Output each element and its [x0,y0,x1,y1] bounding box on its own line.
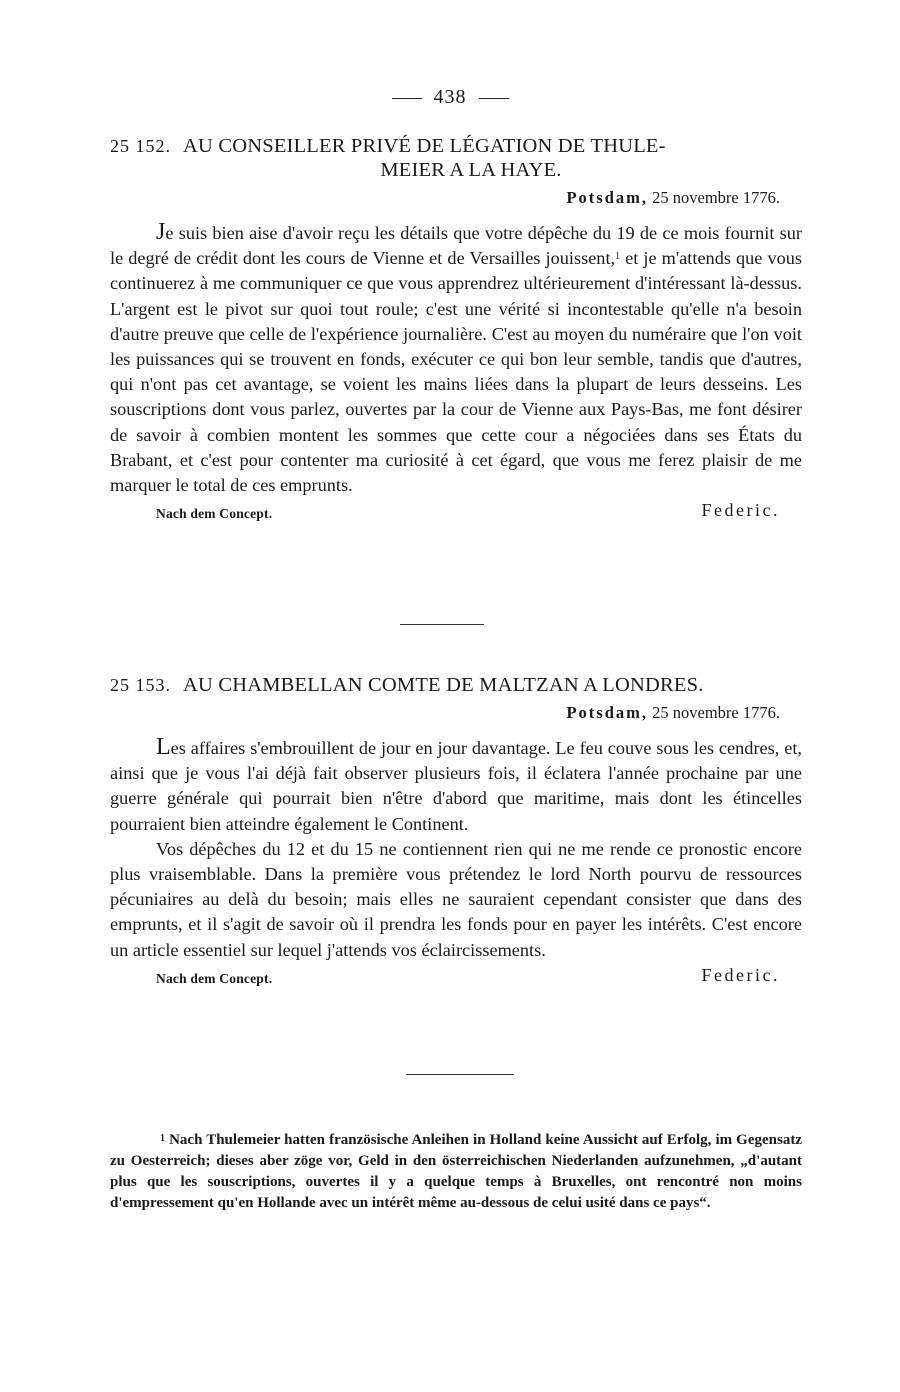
signature: Federic. [701,964,780,985]
letter-title-line1: AU CHAMBELLAN COMTE DE MALTZAN A LONDRES. [183,674,704,696]
letter-title-line1: AU CONSEILLER PRIVÉ DE LÉGATION DE THULE- [183,135,666,157]
signature: Federic. [701,500,780,521]
letter-paragraph [110,220,802,498]
paragraph-text: e suis bien aise d'avoir reçu les détails que votre dépêche du 19 de ce mois fournit sur le degré de crédit dont les cours de Vienne et de Versailles jouissent, [110,223,802,269]
paragraph-text: Vos dépêches du 12 et du 15 ne contiennent rien qui ne me rende ce pronostic encore plus vraisemblable. Dans la première vous prétendez le lord North pourvu de ressources pécuniaires au delà du besoin; mais elles ne sauraient cependant consister que dans des emprunts, et il s'agit de savoir où il prendra les fonds pour en payer les intérêts. C'est encore un article essentiel sur lequel j'attends vos éclaircissements. [110,838,802,960]
letter-heading [110,673,802,697]
letter-paragraph [110,735,802,837]
page-number-left-dash [392,98,422,99]
page-number [0,86,900,109]
letter-25152 [110,134,802,530]
footnote [110,1130,802,1214]
letter-body [110,735,802,963]
letter-place: Potsdam, [566,188,649,207]
footnote-marker: 1 [160,1133,165,1144]
footnote-text: Nach Thulemeier hatten französische Anleihen in Holland keine Aussicht auf Erfolg, im Gegensatz zu Oesterreich; dieses aber zöge vor, Geld in den österreichischen Niederlanden aufzunehmen, „d'autant plus que les souscriptions, ouvertes il y a quelque temps à Bruxelles, ont rencontré non moins d'empressement qu'en Hollande avec un intérêt même au-dessous de celui usité dans ce pays“. [110,1132,802,1211]
letter-heading [110,134,802,182]
page-number-value: 438 [433,86,467,108]
letter-place: Potsdam, [566,703,649,722]
concept-note: Nach dem Concept. [156,506,273,522]
letter-number: 25 152. [110,136,171,156]
letter-number: 25 153. [110,675,171,695]
letter-body [110,220,802,498]
drop-initial: J [156,219,166,245]
letter-date: 25 novembre 1776. [652,188,780,207]
letter-dateline [110,188,802,208]
drop-initial: L [156,734,171,760]
footnote-reference[interactable]: 1 [615,251,621,263]
section-divider [400,624,484,625]
letter-signoff [110,965,802,995]
page-number-right-dash [479,98,509,99]
concept-note: Nach dem Concept. [156,970,273,986]
letter-signoff [110,500,802,530]
letter-paragraph [110,837,802,963]
letter-date: 25 novembre 1776. [652,703,780,722]
paragraph-text: es affaires s'embrouillent de jour en jour davantage. Le feu couve sous les cendres, et, ainsi que je vous l'ai déjà fait observer plusieurs fois, il éclatera l'année prochaine par une guerre générale qui pourrait bien n'être d'abord que maritime, mais dont les étincelles pourraient bien atteindre également le Continent. [110,738,802,834]
letter-25153 [110,673,802,995]
letter-title-line2: MEIER A LA HAYE. [380,159,562,181]
letter-dateline [110,703,802,723]
paragraph-text-continued: et je m'attends que vous continuerez à me communiquer ce que vous apprendrez ultérieurement d'intéressant là-dessus. L'argent est le pivot sur quoi tout roule; c'est une vérité si incontestable qu'elle n'a besoin d'autre preuve que celle de l'expérience journalière. C'est au moyen du numéraire que l'on voit les puissances qui se trouvent en fonds, exécuter ce qui bon leur semble, tandis que d'autres, qui n'ont pas cet avantage, se voient les mains liées dans la plupart de leurs desseins. Les souscriptions dont vous parlez, ouvertes par la cour de Vienne aux Pays-Bas, me font désirer de savoir à combien montent les sommes que cette cour a négociées dans ses États du Brabant, et c'est pour contenter ma curiosité à cet égard, que vous me ferez plaisir de me marquer le total de ces emprunts. [110,248,802,496]
footnote-paragraph [110,1130,802,1214]
section-divider [406,1074,514,1075]
